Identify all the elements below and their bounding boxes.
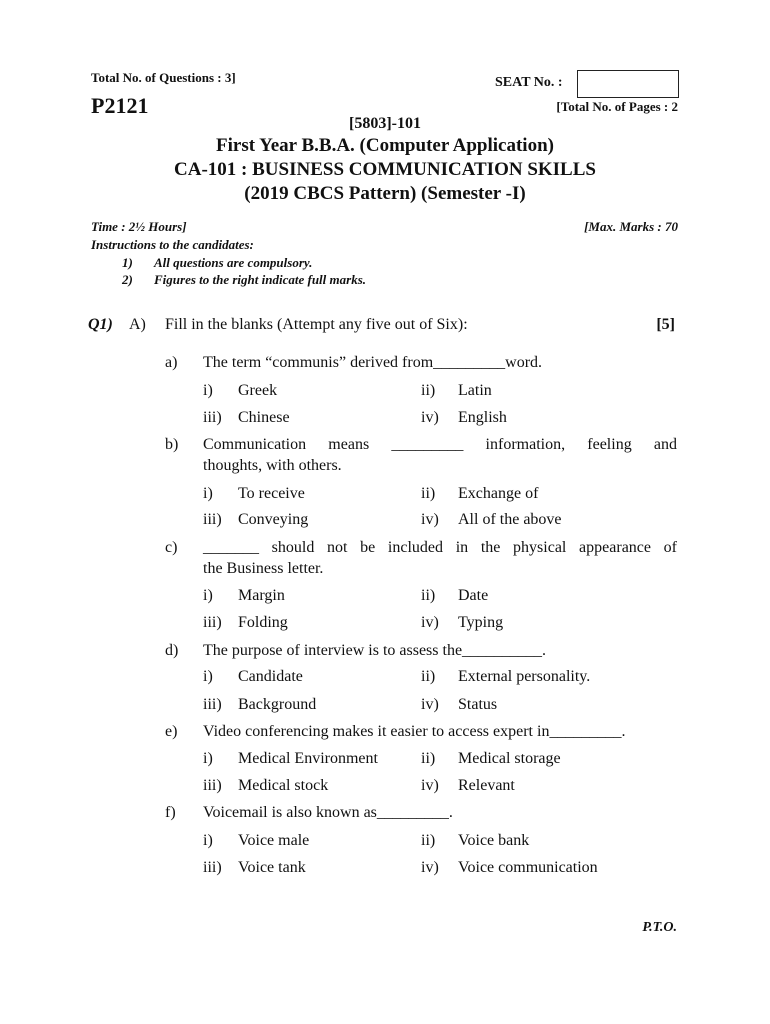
option-number: iii) (203, 614, 222, 631)
option-text: Exchange of (458, 485, 539, 502)
option-number: i) (203, 587, 213, 604)
option-text: Medical stock (238, 777, 329, 794)
item-statement: Communication means _________ information, feeling and (203, 436, 677, 453)
item-statement-cont: thoughts, with others. (203, 457, 342, 474)
option-number: ii) (421, 832, 436, 849)
instruction-num: 1) (122, 255, 133, 270)
option-number: i) (203, 668, 213, 685)
item-letter: c) (165, 539, 178, 556)
total-pages: [Total No. of Pages : 2 (556, 99, 678, 114)
option-number: ii) (421, 750, 436, 767)
option-number: iii) (203, 511, 222, 528)
item-letter: f) (165, 804, 176, 821)
seat-label: SEAT No. : (495, 75, 563, 90)
option-text: Typing (458, 614, 504, 631)
option-text: Medical storage (458, 750, 561, 767)
option-number: iii) (203, 777, 222, 794)
item-letter: b) (165, 436, 179, 453)
instruction-text: All questions are compulsory. (154, 255, 313, 270)
option-text: Chinese (238, 409, 290, 426)
pattern-title: (2019 CBCS Pattern) (Semester -I) (244, 183, 526, 204)
exam-code: [5803]-101 (349, 115, 421, 132)
pto-label: P.T.O. (642, 920, 677, 935)
total-questions: Total No. of Questions : 3] (91, 70, 236, 85)
instruction-num: 2) (122, 272, 133, 287)
option-text: Folding (238, 614, 288, 631)
option-text: Margin (238, 587, 285, 604)
option-text: Greek (238, 382, 278, 399)
course-title: First Year B.B.A. (Computer Application) (216, 135, 554, 156)
item-statement-cont: the Business letter. (203, 560, 324, 577)
option-text: To receive (238, 485, 305, 502)
option-text: Medical Environment (238, 750, 378, 767)
option-number: iii) (203, 859, 222, 876)
option-number: iv) (421, 511, 439, 528)
paper-code: P2121 (91, 93, 149, 118)
option-text: Relevant (458, 777, 515, 794)
option-text: Latin (458, 382, 492, 399)
option-number: iv) (421, 859, 439, 876)
option-number: ii) (421, 485, 436, 502)
instruction-text: Figures to the right indicate full marks. (154, 272, 367, 287)
option-text: Candidate (238, 668, 303, 685)
option-text: Background (238, 696, 317, 713)
option-text: Voice male (238, 832, 310, 849)
option-number: iv) (421, 614, 439, 631)
option-number: iv) (421, 409, 439, 426)
max-marks: [Max. Marks : 70 (584, 219, 678, 234)
option-text: Date (458, 587, 489, 604)
option-text: English (458, 409, 507, 426)
option-number: ii) (421, 668, 436, 685)
option-number: i) (203, 485, 213, 502)
time-label: Time : 2½ Hours] (91, 219, 187, 234)
item-statement: The purpose of interview is to assess the__________. (203, 642, 547, 659)
item-letter: a) (165, 354, 178, 371)
item-letter: e) (165, 723, 178, 740)
option-number: i) (203, 750, 213, 767)
option-number: iii) (203, 409, 222, 426)
option-number: iv) (421, 696, 439, 713)
option-text: Voice tank (238, 859, 306, 876)
option-text: Conveying (238, 511, 309, 528)
option-number: iii) (203, 696, 222, 713)
question-number: Q1) (88, 316, 113, 333)
question-marks: [5] (656, 316, 675, 333)
option-number: i) (203, 832, 213, 849)
item-statement: The term “communis” derived from_________word. (203, 354, 543, 371)
option-number: i) (203, 382, 213, 399)
question-text: Fill in the blanks (Attempt any five out of Six): (165, 316, 468, 333)
item-letter: d) (165, 642, 179, 659)
item-statement: _______ should not be included in the physical appearance of (203, 539, 677, 556)
item-statement: Voicemail is also known as_________. (203, 804, 453, 821)
instructions-title: Instructions to the candidates: (91, 237, 254, 252)
option-text: Voice bank (458, 832, 530, 849)
option-text: External personality. (458, 668, 591, 685)
option-number: ii) (421, 382, 436, 399)
subject-title: CA-101 : BUSINESS COMMUNICATION SKILLS (174, 159, 596, 180)
option-number: iv) (421, 777, 439, 794)
item-statement: Video conferencing makes it easier to access expert in_________. (203, 723, 626, 740)
option-text: Voice communication (458, 859, 598, 876)
option-number: ii) (421, 587, 436, 604)
option-text: All of the above (458, 511, 562, 528)
seat-number-box[interactable] (577, 70, 679, 98)
option-text: Status (458, 696, 498, 713)
question-part: A) (129, 316, 146, 333)
